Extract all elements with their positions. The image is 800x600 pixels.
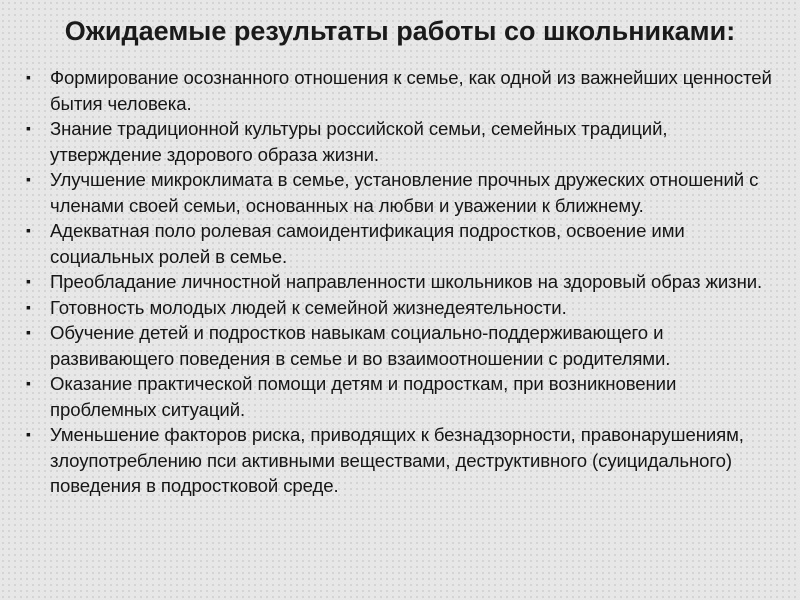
bullet-square-icon: ▪ bbox=[26, 298, 31, 315]
bullet-item bbox=[24, 167, 782, 218]
bullet-item bbox=[24, 269, 782, 295]
bullet-square-icon: ▪ bbox=[26, 120, 31, 136]
bullet-text: Готовность молодых людей к семейной жизнедеятельности. bbox=[50, 296, 567, 318]
bullet-list bbox=[24, 65, 782, 499]
bullet-text: Уменьшение факторов риска, приводящих к безнадзорности, правонарушениям, злоупотреблению пси активными веществами, деструктивного (суицидального) поведения в подростковой среде. bbox=[50, 424, 744, 496]
bullet-item bbox=[24, 320, 782, 371]
bullet-text: Адекватная поло ролевая самоидентификация подростков, освоение ими социальных ролей в семье. bbox=[50, 220, 685, 267]
bullet-square-icon: ▪ bbox=[26, 69, 31, 85]
bullet-text: Формирование осознанного отношения к семье, как одной из важнейших ценностей бытия человека. bbox=[50, 67, 772, 114]
bullet-text: Преобладание личностной направленности школьников на здоровый образ жизни. bbox=[50, 271, 763, 292]
bullet-item bbox=[24, 116, 782, 167]
bullet-square-icon: ▪ bbox=[26, 273, 31, 289]
bullet-text: Улучшение микроклимата в семье, установление прочных дружеских отношений с членами своей семьи, основанных на любви и уважении к ближнему. bbox=[50, 169, 759, 216]
bullet-item bbox=[24, 295, 782, 321]
bullet-text: Знание традиционной культуры российской семьи, семейных традиций, утверждение здорового образа жизни. bbox=[50, 118, 668, 165]
bullet-item bbox=[24, 422, 782, 499]
bullet-text: Обучение детей и подростков навыкам социально-поддерживающего и развивающего поведения в семье и во взаимоотношении с родителями. bbox=[50, 322, 671, 369]
bullet-text: Оказание практической помощи детям и подросткам, при возникновении проблемных ситуаций. bbox=[50, 373, 677, 420]
bullet-square-icon: ▪ bbox=[26, 171, 31, 187]
bullet-square-icon: ▪ bbox=[26, 324, 31, 340]
bullet-item bbox=[24, 371, 782, 422]
bullet-item bbox=[24, 218, 782, 269]
bullet-square-icon: ▪ bbox=[26, 222, 31, 238]
bullet-square-icon: ▪ bbox=[26, 426, 31, 442]
bullet-item bbox=[24, 65, 782, 116]
bullet-square-icon: ▪ bbox=[26, 375, 31, 391]
slide-title: Ожидаемые результаты работы со школьниками: bbox=[64, 16, 736, 46]
